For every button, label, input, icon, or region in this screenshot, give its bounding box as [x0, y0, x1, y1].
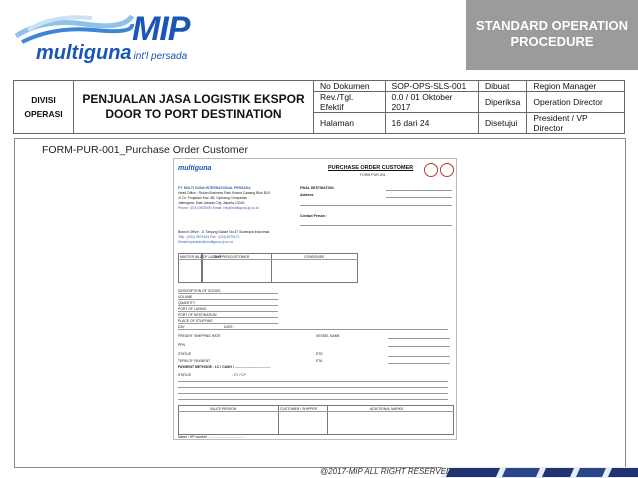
table-row — [14, 81, 625, 92]
po-quantity: QUANTITY — [178, 301, 196, 305]
po-ppn: PPN — [178, 343, 185, 347]
po-branch: Branch Office : Jl. Tanjung Sadari No.37 Surabaya Indonesia — [178, 230, 270, 234]
field-line — [178, 399, 448, 400]
po-payment-method: PAYMENT METHODE : LC / CASH / ...................................... — [178, 365, 271, 369]
po-subtitle: FORM PUR-001 — [360, 173, 386, 177]
field-line — [300, 225, 452, 226]
po-phone: Phone: (021) 0000000 Email: info@multiguna-ip.co.id — [178, 206, 259, 210]
field-line — [388, 363, 450, 364]
po-sales-person: SALES PERSON — [210, 407, 237, 411]
po-eta: ETA — [316, 359, 323, 363]
certification-badge-icon — [424, 163, 438, 177]
field-line — [300, 205, 452, 206]
field-line — [386, 197, 452, 198]
document-info-table — [13, 80, 625, 134]
po-place-stuffing: PLACE OF STUFFING — [178, 319, 213, 323]
field-line — [178, 323, 278, 324]
sop-title-line1: STANDARD OPERATION — [476, 18, 628, 33]
row-person: Region Manager — [527, 81, 625, 92]
po-freight: FREIGHT /SHIPPING RATE — [178, 334, 221, 338]
po-contact-person: Contact Person : — [300, 214, 328, 218]
row-value: SOP-OPS-SLS-001 — [385, 81, 478, 92]
po-branch-phone: Telp : (031) 3579181 Fax : (031)3579171 — [178, 235, 240, 239]
division-cell: DIVISI OPERASI — [14, 81, 74, 134]
po-master-bill: MASTER BILL OF LADING — [180, 255, 222, 259]
document-title-cell: PENJUALAN JASA LOGISTIK EKSPOR DOOR TO PORT DESTINATION — [74, 81, 314, 134]
po-logo: multiguna — [178, 165, 212, 172]
sop-title-line2: PROCEDURE — [510, 34, 594, 49]
po-additional-marks: ADDITIONAL MARKS — [370, 407, 404, 411]
po-status-2: STATUS — [178, 373, 191, 377]
wave-logo-icon — [14, 10, 134, 46]
field-line — [178, 293, 278, 294]
field-line — [178, 311, 278, 312]
field-line — [388, 346, 450, 347]
logo-mip-text: MIP — [132, 10, 190, 48]
logo-multiguna-text: multiguna int'l persada — [36, 42, 188, 64]
po-day: DAY — [178, 325, 185, 329]
row-role: Diperiksa — [478, 92, 526, 113]
field-line — [178, 393, 448, 394]
company-logo — [14, 8, 244, 70]
field-line — [178, 329, 448, 330]
po-date: DATE : — [224, 325, 235, 329]
po-address-2: Jl. Dr. Ponjaitan Kav. 4B, Cipinang Cempedak — [178, 196, 247, 200]
po-cy-cy: : CY / CY — [232, 373, 247, 377]
row-label: Halaman — [314, 113, 386, 134]
certification-badge-icon — [440, 163, 454, 177]
row-label: No Dokumen — [314, 81, 386, 92]
po-desc-goods: DESCRIPTION OF GOODS — [178, 289, 221, 293]
po-final-destination: FINAL DESTINATION — [300, 186, 334, 190]
po-head-office: Head Office : Rukan Business Park Kirana Cawang Blok B15 — [178, 191, 270, 195]
po-branch-email: Email:mipsubdiv@multiguna-ip.co.id — [178, 240, 233, 244]
grid-line — [178, 411, 454, 412]
copyright-text: @2017-MIP ALL RIGHT RESERVED — [320, 467, 452, 476]
po-term-payment: TERM OF PAYMENT — [178, 359, 211, 363]
row-value: 0.0 / 01 Oktober 2017 — [385, 92, 478, 113]
field-line — [388, 338, 450, 339]
grid-line — [178, 259, 358, 260]
row-role: Dibuat — [478, 81, 526, 92]
sop-title-box — [466, 0, 638, 70]
po-address-label: Address — [300, 193, 314, 197]
po-title: PURCHASE ORDER CUSTOMER — [328, 165, 414, 171]
po-status: STATUS — [178, 352, 191, 356]
field-line — [178, 317, 278, 318]
po-port-loading: PORT OF LADING — [178, 307, 207, 311]
row-role: Disetujui — [478, 113, 526, 134]
footer-stripes — [0, 466, 638, 478]
po-customer-shipper: CUSTOMER / SHIPPER — [280, 407, 318, 411]
po-etd: ETD — [316, 352, 323, 356]
row-person: Operation Director — [527, 92, 625, 113]
form-label: FORM-PUR-001_Purchase Order Customer — [42, 144, 248, 156]
field-line — [178, 305, 278, 306]
row-person: President / VP Director — [527, 113, 625, 134]
po-company: PT. MULTI GUNA INTERNATIONAL PERSADA — [178, 186, 251, 190]
row-label: Rev./Tgl. Efektif — [314, 92, 386, 113]
field-line — [388, 356, 450, 357]
field-line — [178, 381, 448, 382]
po-vessel-name: VESSEL NAME — [316, 334, 340, 338]
po-address-3: Jatinegara, East Jakarta City, Jakarta 13340 — [178, 201, 245, 205]
purchase-order-form — [173, 158, 457, 440]
field-line — [386, 190, 452, 191]
po-shipper-customer: SHIPPER/CUSTOMER — [214, 255, 250, 259]
row-value: 16 dari 24 — [385, 113, 478, 134]
po-volume: VOLUME — [178, 295, 193, 299]
field-line — [178, 387, 448, 388]
po-consignee: CONSIGNEE — [304, 255, 325, 259]
field-line — [178, 299, 278, 300]
po-name-hp: Name / HP number : ..................................... — [178, 435, 245, 439]
po-port-destination: PORT OF DESTINATION — [178, 313, 217, 317]
